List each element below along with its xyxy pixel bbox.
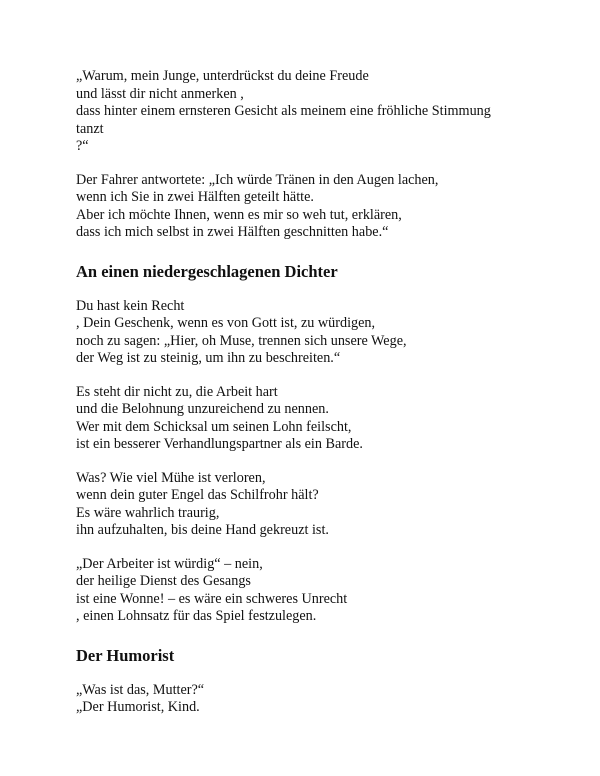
text-line: Der Fahrer antwortete: „Ich würde Tränen in den Augen lachen,	[76, 171, 439, 188]
text-line: dass ich mich selbst in zwei Hälften geschnitten habe.“	[76, 224, 389, 240]
text-line: wenn ich Sie in zwei Hälften geteilt hätte.	[76, 189, 314, 205]
text-line: Du hast kein Recht	[76, 297, 185, 314]
document-page	[76, 68, 546, 733]
text-line: , Dein Geschenk, wenn es von Gott ist, zu würdigen,	[76, 315, 376, 331]
text-line: ihn aufzuhalten, bis deine Hand gekreuzt ist.	[76, 522, 329, 538]
text-line: Wer mit dem Schicksal um seinen Lohn feilscht,	[76, 418, 352, 435]
text-line: dass hinter einem ernsteren Gesicht als meinem eine fröhliche Stimmung	[76, 103, 491, 119]
text-line: der Weg ist zu steinig, um ihn zu beschreiten.“	[76, 350, 341, 366]
text-line: „Was ist das, Mutter?“	[76, 681, 205, 698]
text-line: „Der Arbeiter ist würdig“ – nein,	[76, 555, 263, 572]
text-line: ist ein besserer Verhandlungspartner als ein Barde.	[76, 436, 363, 452]
text-line: noch zu sagen: „Hier, oh Muse, trennen sich unsere Wege,	[76, 332, 407, 349]
stanza	[76, 556, 546, 626]
text-line: wenn dein guter Engel das Schilfrohr hält?	[76, 487, 319, 503]
text-line: Es steht dir nicht zu, die Arbeit hart	[76, 383, 278, 400]
intro-paragraph-1	[76, 68, 546, 156]
section-heading-dichter: An einen niedergeschlagenen Dichter	[76, 261, 338, 281]
text-line: und die Belohnung unzureichend zu nennen.	[76, 401, 329, 417]
intro-paragraph-2	[76, 172, 546, 242]
text-line: der heilige Dienst des Gesangs	[76, 573, 251, 589]
text-line: Aber ich möchte Ihnen, wenn es mir so weh tut, erklären,	[76, 206, 402, 223]
text-line: „Der Humorist, Kind.	[76, 699, 200, 715]
text-line: und lässt dir nicht anmerken ,	[76, 85, 244, 102]
section-heading-humorist: Der Humorist	[76, 645, 175, 665]
text-line: ?“	[76, 138, 89, 154]
text-line: „Warum, mein Junge, unterdrückst du deine Freude	[76, 68, 369, 84]
stanza	[76, 682, 546, 717]
text-line: , einen Lohnsatz für das Spiel festzulegen.	[76, 608, 317, 624]
stanza	[76, 470, 546, 540]
text-line: ist eine Wonne! – es wäre ein schweres Unrecht	[76, 590, 348, 607]
text-line: Es wäre wahrlich traurig,	[76, 504, 220, 521]
stanza	[76, 384, 546, 454]
text-line: tanzt	[76, 120, 104, 137]
text-line: Was? Wie viel Mühe ist verloren,	[76, 469, 266, 486]
stanza	[76, 298, 546, 368]
